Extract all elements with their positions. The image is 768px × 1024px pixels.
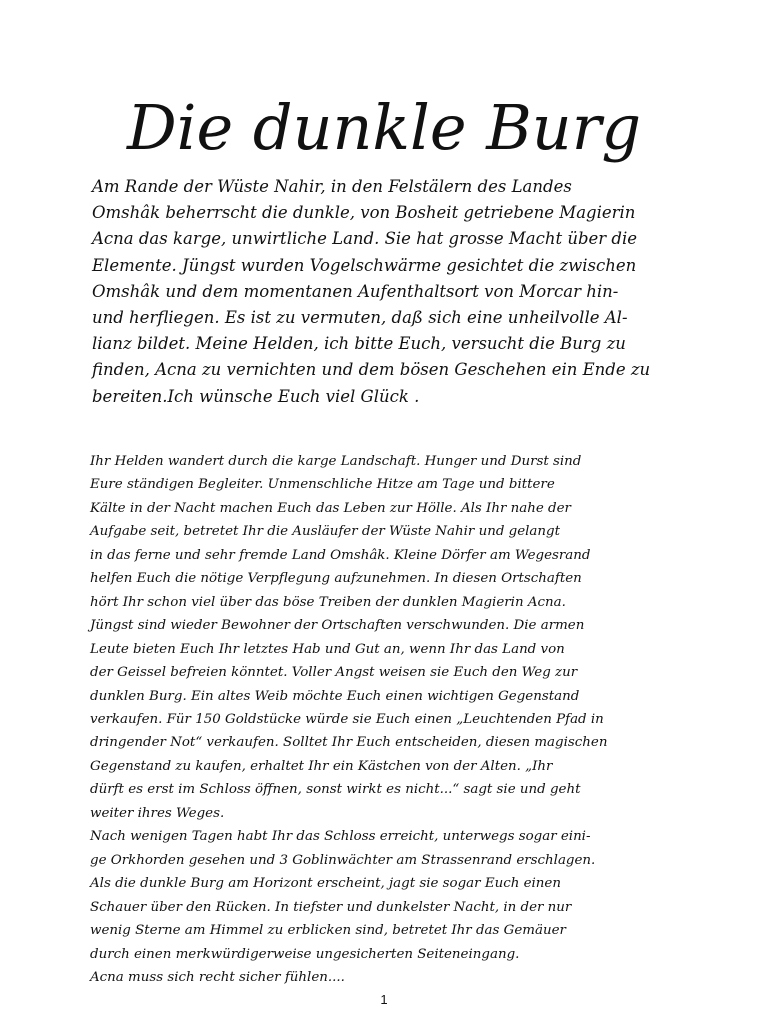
intro-line: Am Rande der Wüste Nahir, in den Felstälern des Landes bbox=[92, 177, 572, 196]
intro-line: und herfliegen. Es ist zu vermuten, daß sich eine unheilvolle Al- bbox=[92, 308, 628, 328]
story-text bbox=[90, 450, 688, 989]
story-line: Als die dunkle Burg am Horizont erscheint, jagt sie sogar Euch einen bbox=[90, 876, 561, 892]
story-line: Schauer über den Rücken. In tiefster und dunkelster Nacht, in der nur bbox=[90, 899, 572, 915]
story-line: durch einen merkwürdigerweise ungesicherten Seiteneingang. bbox=[90, 946, 520, 962]
document-title: Die dunkle Burg bbox=[126, 91, 642, 164]
story-line: der Geissel befreien könntet. Voller Angst weisen sie Euch den Weg zur bbox=[90, 665, 578, 681]
story-line: Nach wenigen Tagen habt Ihr das Schloss erreicht, unterwegs sogar eini- bbox=[90, 829, 591, 845]
intro-line: bereiten.Ich wünsche Euch viel Glück . bbox=[92, 386, 420, 406]
intro-paragraph bbox=[92, 174, 686, 410]
story-line: dringender Not“ verkaufen. Solltet Ihr Euch entscheiden, diesen magischen bbox=[90, 735, 608, 751]
story-line: Leute bieten Euch Ihr letztes Hab und Gut an, wenn Ihr das Land von bbox=[90, 641, 565, 657]
story-line: dürft es erst im Schloss öffnen, sonst wirkt es nicht...“ sagt sie und geht bbox=[90, 782, 581, 798]
story-line: dunklen Burg. Ein altes Weib möchte Euch einen wichtigen Gegenstand bbox=[90, 688, 580, 704]
intro-line: Acna das karge, unwirtliche Land. Sie hat grosse Macht über die bbox=[92, 229, 638, 249]
story-line: Aufgabe seit, betretet Ihr die Ausläufer der Wüste Nahir und gelangt bbox=[90, 524, 560, 540]
intro-line: Omshâk beherrscht die dunkle, von Bosheit getriebene Magierin bbox=[92, 203, 636, 223]
story-line: Jüngst sind wieder Bewohner der Ortschaften verschwunden. Die armen bbox=[90, 618, 585, 634]
page-number: 1 bbox=[380, 992, 388, 1007]
story-line: Gegenstand zu kaufen, erhaltet Ihr ein Kästchen von der Alten. „Ihr bbox=[90, 758, 553, 774]
story-line: helfen Euch die nötige Verpflegung aufzunehmen. In diesen Ortschaften bbox=[90, 571, 582, 587]
story-line: Eure ständigen Begleiter. Unmenschliche Hitze am Tage und bittere bbox=[90, 477, 555, 493]
intro-line: finden, Acna zu vernichten und dem bösen Geschehen ein Ende zu bbox=[92, 360, 651, 380]
story-line: Acna muss sich recht sicher fühlen.... bbox=[90, 969, 345, 985]
story-line: verkaufen. Für 150 Goldstücke würde sie Euch einen „Leuchtenden Pfad in bbox=[90, 711, 604, 727]
story-line: wenig Sterne am Himmel zu erblicken sind, betretet Ihr das Gemäuer bbox=[90, 923, 566, 939]
story-line: Kälte in der Nacht machen Euch das Leben zur Hölle. Als Ihr nahe der bbox=[90, 500, 571, 516]
story-line: weiter ihres Weges. bbox=[90, 805, 225, 821]
intro-line: lianz bildet. Meine Helden, ich bitte Euch, versucht die Burg zu bbox=[92, 334, 626, 354]
story-line: Ihr Helden wandert durch die karge Landschaft. Hunger und Durst sind bbox=[90, 454, 582, 469]
intro-line: Omshâk und dem momentanen Aufenthaltsort von Morcar hin- bbox=[92, 281, 619, 301]
story-line: hört Ihr schon viel über das böse Treiben der dunklen Magierin Acna. bbox=[90, 594, 566, 610]
story-line: ge Orkhorden gesehen und 3 Goblinwächter am Strassenrand erschlagen. bbox=[90, 852, 596, 868]
intro-line: Elemente. Jüngst wurden Vogelschwärme gesichtet die zwischen bbox=[92, 255, 637, 275]
story-line: in das ferne und sehr fremde Land Omshâk. Kleine Dörfer am Wegesrand bbox=[90, 547, 591, 563]
